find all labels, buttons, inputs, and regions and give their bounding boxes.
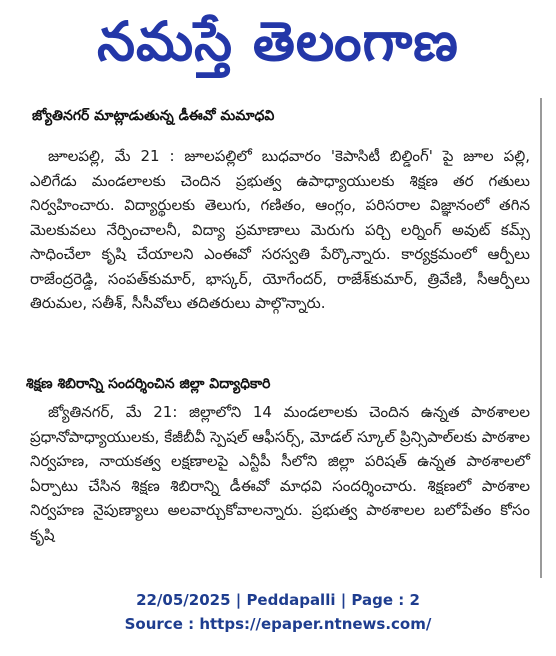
article-2-headline: శిక్షణ శిబిరాన్ని సందర్శించిన జిల్లా విద్యాధికారి bbox=[26, 376, 271, 392]
article-2-text: జ్యోతినగర్, మే 21: జిల్లాలోని 14 మండలాలకు చెందిన ఉన్నత పాఠశాలల ప్రధానోపాధ్యాయులకు, కేజీబీవీ స్పెషల్ ఆఫీసర్స్, మోడల్ స్కూల్ ప్రిన్సిపాల్‌లకు పాఠశాల నిర్వహణ, నాయకత్వ లక్షణాలపై ఎన్టీపీ సీలోని జిల్లా పరిషత్ ఉన్నత పాఠశాలలో ఏర్పాటు చేసిన శిక్షణ శిబిరాన్ని డీఈవో మాధవి సందర్శించారు. శిక్షణలో పాఠశాల నిర్వహణ నైపుణ్యాలు అలవార్చుకోవాలన్నారు. ప్రభుత్వ పాఠశాలల బలోపేతం కోసం కృషి bbox=[30, 403, 530, 544]
article-1-headline: జ్యోతినగర్ మాట్లాడుతున్న డీఈవో మమాధవి bbox=[32, 108, 275, 124]
newspaper-masthead bbox=[0, 0, 556, 96]
article-2-body bbox=[30, 400, 530, 547]
masthead-title: నమస్తే తెలంగాణ bbox=[97, 9, 459, 73]
article-1-body bbox=[30, 144, 530, 316]
footer-date-edition: 22/05/2025 | Peddapalli | Page : 2 bbox=[136, 591, 420, 609]
source-footer bbox=[0, 588, 556, 636]
article-clipping bbox=[16, 98, 542, 578]
article-1-text: జూలపల్లి, మే 21 : జూలపల్లిలో బుధవారం 'కెపాసిటీ బిల్డింగ్' పై జూల పల్లి, ఎలిగేడు మండలాలకు చెందిన ప్రభుత్వ ఉపాధ్యాయులకు శిక్షణ తర గతులు నిర్వహించారు. విద్యార్థులకు తెలుగు, గణితం, ఆంగ్లం, పరిసరాల విజ్ఞానంలో తగిన మెలకువలు నేర్పించాలనీ, విద్యా ప్రమాణాలు మెరుగు పర్చి లర్నింగ్ అవుట్ కమ్స్ సాధించేలా కృషి చేయాలని ఎంఈవో సరస్వతి పేర్కొన్నారు. కార్యక్రమంలో ఆర్పీలు రాజేంద్రరెడ్డి, సంపత్‌కుమార్, భాస్కర్, యోగేందర్, రాజేశ్‌కుమార్, త్రివేణి, సీఆర్పీలు తిరుమల, సతీశ్, సీసీవోలు తదితరులు పాల్గొన్నారు. bbox=[30, 147, 530, 312]
footer-source-link: Source : https://epaper.ntnews.com/ bbox=[124, 615, 432, 633]
